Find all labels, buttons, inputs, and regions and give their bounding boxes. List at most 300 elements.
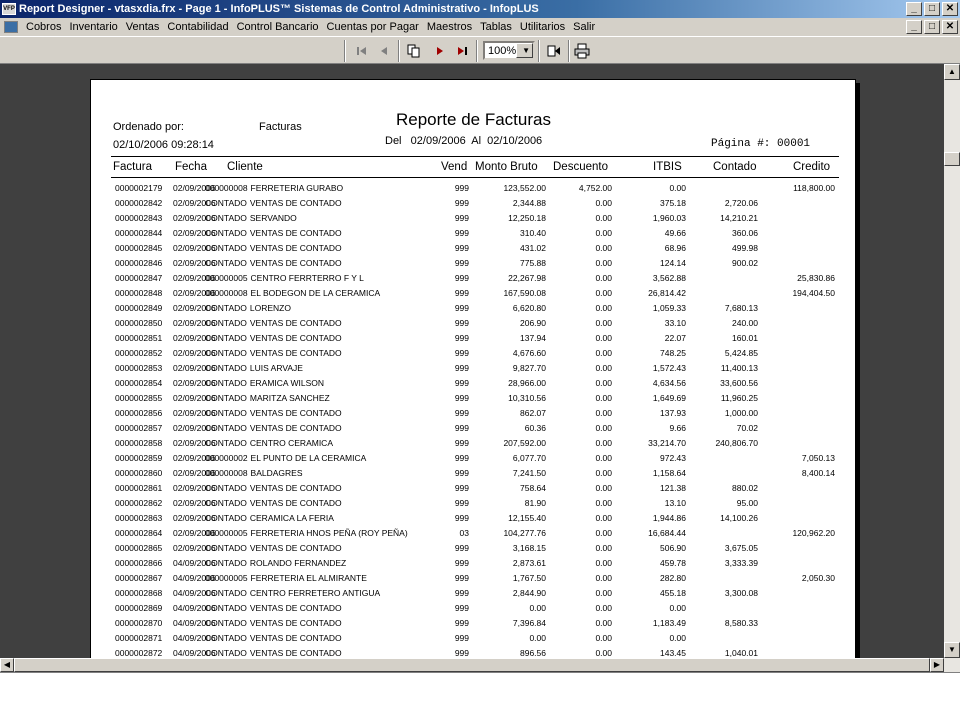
contado-cell: 160.01 — [732, 333, 758, 343]
fecha-cell: 02/09/2006 — [173, 318, 216, 328]
monto-bruto-cell: 206.90 — [520, 318, 546, 328]
menu-cuentas-por-pagar[interactable]: Cuentas por Pagar — [326, 21, 419, 33]
table-row — [91, 513, 857, 528]
itbis-cell: 282.80 — [660, 573, 686, 583]
table-row — [91, 348, 857, 363]
monto-bruto-cell: 7,241.50 — [512, 468, 546, 478]
zoom-select[interactable] — [483, 41, 535, 60]
itbis-cell: 68.96 — [664, 243, 686, 253]
fecha-cell: 02/09/2006 — [173, 258, 216, 268]
vend-cell: 999 — [454, 558, 469, 568]
cliente-name: VENTAS DE CONTADO — [249, 258, 342, 268]
itbis-cell: 22.07 — [664, 333, 686, 343]
cliente-name: VENTAS DE CONTADO — [249, 543, 342, 553]
monto-bruto-cell: 6,620.80 — [512, 303, 546, 313]
itbis-cell: 1,944.86 — [652, 513, 686, 523]
report-timestamp: 02/10/2006 09:28:14 — [113, 139, 214, 151]
monto-bruto-cell: 137.94 — [520, 333, 546, 343]
cliente-cell — [205, 408, 441, 418]
cliente-name: VENTAS DE CONTADO — [249, 333, 342, 343]
title-bar — [0, 0, 960, 18]
fecha-cell: 02/09/2006 — [173, 423, 216, 433]
col-credito: Credito — [793, 161, 831, 173]
status-area — [0, 672, 960, 720]
vend-cell: 999 — [454, 393, 469, 403]
contado-cell: 499.98 — [732, 243, 758, 253]
col-itbis: ITBIS — [653, 161, 682, 173]
vend-cell: 999 — [454, 573, 469, 583]
table-row — [91, 378, 857, 393]
factura-cell: 0000002870 — [115, 618, 163, 628]
vend-cell: 999 — [454, 183, 469, 193]
menu-tablas[interactable]: Tablas — [480, 21, 512, 33]
contado-cell: 14,210.21 — [720, 213, 758, 223]
minimize-button[interactable]: _ — [906, 2, 922, 16]
credito-cell: 2,050.30 — [801, 573, 835, 583]
previous-page-icon[interactable] — [374, 41, 394, 61]
cliente-cell — [205, 603, 441, 613]
descuento-cell: 0.00 — [595, 498, 612, 508]
print-icon[interactable] — [572, 41, 592, 61]
itbis-cell: 143.45 — [660, 648, 686, 658]
mdi-close-button[interactable]: ✕ — [942, 20, 958, 34]
table-row — [91, 423, 857, 438]
vertical-scrollbar[interactable] — [944, 64, 960, 658]
vend-cell: 999 — [454, 618, 469, 628]
page-number: Página #: 00001 — [711, 138, 811, 150]
menu-maestros[interactable]: Maestros — [426, 21, 473, 33]
cliente-name: VENTAS DE CONTADO — [249, 483, 342, 493]
vend-cell: 999 — [454, 378, 469, 388]
contado-cell: 3,300.08 — [724, 588, 758, 598]
contado-cell: 1,040.01 — [724, 648, 758, 658]
itbis-cell: 0.00 — [669, 633, 686, 643]
itbis-cell: 26,814.42 — [648, 288, 686, 298]
itbis-cell: 13.10 — [664, 498, 686, 508]
factura-cell: 0000002847 — [115, 273, 163, 283]
scroll-down-button[interactable]: ▼ — [944, 642, 960, 658]
cliente-cell — [205, 183, 441, 193]
vend-cell: 999 — [454, 468, 469, 478]
monto-bruto-cell: 7,396.84 — [512, 618, 546, 628]
factura-cell: 0000002842 — [115, 198, 163, 208]
descuento-cell: 0.00 — [595, 543, 612, 553]
descuento-cell: 0.00 — [595, 243, 612, 253]
cliente-cell — [205, 198, 441, 208]
monto-bruto-cell: 896.56 — [520, 648, 546, 658]
cliente-name: FERRETERIA GURABO — [250, 183, 344, 193]
monto-bruto-cell: 862.07 — [520, 408, 546, 418]
descuento-cell: 0.00 — [595, 273, 612, 283]
monto-bruto-cell: 22,267.98 — [508, 273, 546, 283]
credito-cell: 7,050.13 — [801, 453, 835, 463]
cliente-cell — [205, 423, 441, 433]
cliente-cell — [205, 633, 441, 643]
factura-cell: 0000002869 — [115, 603, 163, 613]
vend-cell: 999 — [454, 288, 469, 298]
fecha-cell: 02/09/2006 — [173, 213, 216, 223]
factura-cell: 0000002844 — [115, 228, 163, 238]
cliente-cell — [205, 243, 441, 253]
cliente-name: SERVANDO — [249, 213, 297, 223]
descuento-cell: 0.00 — [595, 513, 612, 523]
cliente-name: VENTAS DE CONTADO — [249, 648, 342, 658]
menu-inventario[interactable]: Inventario — [69, 21, 118, 33]
monto-bruto-cell: 81.90 — [524, 498, 546, 508]
cliente-cell — [205, 588, 441, 598]
cliente-name: VENTAS DE CONTADO — [249, 603, 342, 613]
table-row — [91, 303, 857, 318]
fecha-cell: 02/09/2006 — [173, 498, 216, 508]
cliente-code: 000000008 — [205, 183, 248, 193]
contado-cell: 880.02 — [732, 483, 758, 493]
date-range: Del 02/09/2006 Al 02/10/2006 — [385, 135, 543, 147]
monto-bruto-cell: 310.40 — [520, 228, 546, 238]
itbis-cell: 49.66 — [664, 228, 686, 238]
table-row — [91, 228, 857, 243]
cliente-cell — [205, 543, 441, 553]
next-page-icon[interactable] — [430, 41, 450, 61]
descuento-cell: 0.00 — [595, 213, 612, 223]
cliente-name: CENTRO FERRETERO ANTIGUA — [249, 588, 381, 598]
credito-cell: 194,404.50 — [792, 288, 835, 298]
cliente-code: CONTADO — [205, 603, 247, 613]
cliente-code: CONTADO — [205, 363, 247, 373]
descuento-cell: 0.00 — [595, 348, 612, 358]
cliente-cell — [205, 513, 441, 523]
descuento-cell: 0.00 — [595, 453, 612, 463]
cliente-code: CONTADO — [205, 213, 247, 223]
preview-toolbar — [0, 36, 960, 64]
descuento-cell: 0.00 — [595, 258, 612, 268]
cliente-code: 000000005 — [205, 528, 248, 538]
itbis-cell: 9.66 — [669, 423, 686, 433]
descuento-cell: 0.00 — [595, 288, 612, 298]
monto-bruto-cell: 10,310.56 — [508, 393, 546, 403]
menu-ventas[interactable]: Ventas — [125, 21, 160, 33]
cliente-name: MARITZA SANCHEZ — [249, 393, 330, 403]
factura-cell: 0000002852 — [115, 348, 163, 358]
close-button[interactable]: ✕ — [942, 2, 958, 16]
vertical-scroll-thumb[interactable] — [944, 152, 960, 166]
cliente-name: ROLANDO FERNANDEZ — [249, 558, 347, 568]
itbis-cell: 121.38 — [660, 483, 686, 493]
cliente-code: CONTADO — [205, 378, 247, 388]
fecha-cell: 02/09/2006 — [173, 243, 216, 253]
cliente-name: LORENZO — [249, 303, 291, 313]
contado-cell: 240,806.70 — [715, 438, 758, 448]
cliente-name: EL PUNTO DE LA CERAMICA — [250, 453, 367, 463]
cliente-name: BALDAGRES — [250, 468, 303, 478]
fecha-cell: 02/09/2006 — [173, 303, 216, 313]
cliente-code: CONTADO — [205, 303, 247, 313]
mdi-minimize-button[interactable]: _ — [906, 20, 922, 34]
fecha-cell: 04/09/2006 — [173, 573, 216, 583]
horizontal-scrollbar[interactable] — [0, 658, 960, 672]
fecha-cell: 04/09/2006 — [173, 588, 216, 598]
scroll-up-button[interactable]: ▲ — [944, 64, 960, 80]
descuento-cell: 0.00 — [595, 558, 612, 568]
cliente-cell — [205, 483, 441, 493]
monto-bruto-cell: 2,344.88 — [512, 198, 546, 208]
descuento-cell: 0.00 — [595, 318, 612, 328]
contado-cell: 240.00 — [732, 318, 758, 328]
monto-bruto-cell: 1,767.50 — [512, 573, 546, 583]
factura-cell: 0000002857 — [115, 423, 163, 433]
fecha-cell: 02/09/2006 — [173, 393, 216, 403]
table-row — [91, 408, 857, 423]
itbis-cell: 506.90 — [660, 543, 686, 553]
cliente-cell — [205, 273, 441, 283]
col-contado: Contado — [713, 161, 757, 173]
cliente-cell — [205, 468, 441, 478]
factura-cell: 0000002179 — [115, 183, 163, 193]
contado-cell: 11,960.25 — [720, 393, 758, 403]
cliente-code: CONTADO — [205, 258, 247, 268]
factura-cell: 0000002846 — [115, 258, 163, 268]
go-to-page-icon[interactable] — [404, 41, 424, 61]
itbis-cell: 0.00 — [669, 603, 686, 613]
descuento-cell: 0.00 — [595, 618, 612, 628]
monto-bruto-cell: 12,250.18 — [508, 213, 546, 223]
fecha-cell: 02/09/2006 — [173, 333, 216, 343]
vend-cell: 999 — [454, 273, 469, 283]
table-row — [91, 183, 857, 198]
itbis-cell: 33.10 — [664, 318, 686, 328]
itbis-cell: 459.78 — [660, 558, 686, 568]
col-descuento: Descuento — [553, 161, 608, 173]
scroll-left-button[interactable]: ◀ — [0, 658, 14, 672]
cliente-cell — [205, 618, 441, 628]
itbis-cell: 137.93 — [660, 408, 686, 418]
table-row — [91, 588, 857, 603]
header-rule-bottom — [111, 177, 839, 178]
table-row — [91, 243, 857, 258]
itbis-cell: 1,572.43 — [652, 363, 686, 373]
cliente-code: CONTADO — [205, 198, 247, 208]
cliente-name: VENTAS DE CONTADO — [249, 498, 342, 508]
col-vend: Vend — [441, 161, 468, 173]
monto-bruto-cell: 28,966.00 — [508, 378, 546, 388]
factura-cell: 0000002848 — [115, 288, 163, 298]
table-row — [91, 453, 857, 468]
chevron-down-icon[interactable]: ▼ — [516, 43, 533, 58]
last-page-icon[interactable] — [452, 41, 472, 61]
mdi-window-icon[interactable] — [4, 21, 18, 33]
monto-bruto-cell: 12,155.40 — [508, 513, 546, 523]
fecha-cell: 02/09/2006 — [173, 513, 216, 523]
close-preview-icon[interactable] — [544, 41, 564, 61]
contado-cell: 95.00 — [736, 498, 758, 508]
table-row — [91, 213, 857, 228]
monto-bruto-cell: 6,077.70 — [512, 453, 546, 463]
cliente-name: VENTAS DE CONTADO — [249, 618, 342, 628]
ordered-by-value: Facturas — [259, 121, 302, 133]
first-page-icon[interactable] — [352, 41, 372, 61]
cliente-cell — [205, 393, 441, 403]
descuento-cell: 0.00 — [595, 408, 612, 418]
vend-cell: 999 — [454, 303, 469, 313]
vend-cell: 999 — [454, 363, 469, 373]
factura-cell: 0000002859 — [115, 453, 163, 463]
vend-cell: 999 — [454, 213, 469, 223]
descuento-cell: 0.00 — [595, 528, 612, 538]
menu-control-bancario[interactable]: Control Bancario — [236, 21, 319, 33]
cliente-cell — [205, 558, 441, 568]
cliente-name: VENTAS DE CONTADO — [249, 198, 342, 208]
menu-salir[interactable]: Salir — [573, 21, 596, 33]
descuento-cell: 0.00 — [595, 198, 612, 208]
fecha-cell: 02/09/2006 — [173, 528, 216, 538]
itbis-cell: 33,214.70 — [648, 438, 686, 448]
table-row — [91, 468, 857, 483]
descuento-cell: 0.00 — [595, 588, 612, 598]
vend-cell: 999 — [454, 543, 469, 553]
table-row — [91, 558, 857, 573]
vend-cell: 999 — [454, 513, 469, 523]
table-row — [91, 258, 857, 273]
monto-bruto-cell: 123,552.00 — [503, 183, 546, 193]
cliente-cell — [205, 498, 441, 508]
cliente-code: CONTADO — [205, 483, 247, 493]
itbis-cell: 1,649.69 — [652, 393, 686, 403]
window-title: Report Designer - vtasxdia.frx - Page 1 - InfoPLUS™ Sistemas de Control Administrativo - InfopLUS — [19, 3, 539, 15]
factura-cell: 0000002853 — [115, 363, 163, 373]
fecha-cell: 02/09/2006 — [173, 453, 216, 463]
cliente-name: CENTRO CERAMICA — [249, 438, 333, 448]
factura-cell: 0000002855 — [115, 393, 163, 403]
descuento-cell: 0.00 — [595, 228, 612, 238]
vend-cell: 999 — [454, 423, 469, 433]
cliente-code: 000000008 — [205, 288, 248, 298]
toolbar-separator — [476, 40, 478, 62]
vend-cell: 999 — [454, 408, 469, 418]
cliente-code: CONTADO — [205, 228, 247, 238]
table-row — [91, 393, 857, 408]
report-title: Reporte de Facturas — [396, 110, 551, 129]
vend-cell: 999 — [454, 453, 469, 463]
cliente-code: CONTADO — [205, 498, 247, 508]
contado-cell: 2,720.06 — [724, 198, 758, 208]
vend-cell: 999 — [454, 438, 469, 448]
descuento-cell: 0.00 — [595, 438, 612, 448]
mdi-restore-button[interactable]: □ — [924, 20, 940, 34]
factura-cell: 0000002866 — [115, 558, 163, 568]
menu-cobros[interactable]: Cobros — [26, 21, 62, 33]
table-row — [91, 288, 857, 303]
factura-cell: 0000002871 — [115, 633, 163, 643]
cliente-code: CONTADO — [205, 333, 247, 343]
vend-cell: 999 — [454, 228, 469, 238]
maximize-button[interactable]: □ — [924, 2, 940, 16]
itbis-cell: 124.14 — [660, 258, 686, 268]
cliente-code: CONTADO — [205, 393, 247, 403]
fecha-cell: 04/09/2006 — [173, 603, 216, 613]
vend-cell: 999 — [454, 333, 469, 343]
cliente-name: VENTAS DE CONTADO — [249, 423, 342, 433]
cliente-code: CONTADO — [205, 318, 247, 328]
menu-utilitarios[interactable]: Utilitarios — [519, 21, 566, 33]
descuento-cell: 0.00 — [595, 303, 612, 313]
horizontal-scroll-thumb[interactable] — [14, 658, 930, 672]
table-row — [91, 528, 857, 543]
credito-cell: 8,400.14 — [801, 468, 835, 478]
cliente-code: CONTADO — [205, 408, 247, 418]
descuento-cell: 0.00 — [595, 648, 612, 658]
cliente-code: CONTADO — [205, 618, 247, 628]
fecha-cell: 02/09/2006 — [173, 408, 216, 418]
cliente-cell — [205, 648, 441, 658]
credito-cell: 25,830.86 — [797, 273, 835, 283]
cliente-code: CONTADO — [205, 648, 247, 658]
cliente-cell — [205, 438, 441, 448]
zoom-value: 100% — [488, 44, 517, 57]
contado-cell: 33,600.56 — [720, 378, 758, 388]
factura-cell: 0000002868 — [115, 588, 163, 598]
toolbar-separator — [568, 40, 570, 62]
factura-cell: 0000002854 — [115, 378, 163, 388]
fecha-cell: 02/09/2006 — [173, 273, 216, 283]
cliente-name: LUIS ARVAJE — [249, 363, 303, 373]
table-row — [91, 498, 857, 513]
fecha-cell: 04/09/2006 — [173, 618, 216, 628]
factura-cell: 0000002864 — [115, 528, 163, 538]
monto-bruto-cell: 104,277.76 — [503, 528, 546, 538]
contado-cell: 14,100.26 — [720, 513, 758, 523]
contado-cell: 3,333.39 — [724, 558, 758, 568]
cliente-code: 000000005 — [205, 573, 248, 583]
cliente-code: 000000002 — [205, 453, 248, 463]
cliente-cell — [205, 528, 441, 538]
table-row — [91, 633, 857, 648]
itbis-cell: 748.25 — [660, 348, 686, 358]
contado-cell: 1,000.00 — [724, 408, 758, 418]
table-row — [91, 198, 857, 213]
monto-bruto-cell: 758.64 — [520, 483, 546, 493]
cliente-name: CENTRO FERRTERRO F Y L — [250, 273, 364, 283]
contado-cell: 7,680.13 — [724, 303, 758, 313]
descuento-cell: 0.00 — [595, 483, 612, 493]
table-row — [91, 438, 857, 453]
itbis-cell: 4,634.56 — [652, 378, 686, 388]
vend-cell: 999 — [454, 588, 469, 598]
cliente-name: FERRETERIA HNOS PEÑA (ROY PEÑA) — [250, 528, 408, 538]
scroll-right-button[interactable]: ▶ — [930, 658, 944, 672]
descuento-cell: 4,752.00 — [578, 183, 612, 193]
cliente-name: VENTAS DE CONTADO — [249, 408, 342, 418]
factura-cell: 0000002858 — [115, 438, 163, 448]
fecha-cell: 02/09/2006 — [173, 198, 216, 208]
monto-bruto-cell: 2,873.61 — [512, 558, 546, 568]
table-row — [91, 273, 857, 288]
cliente-code: CONTADO — [205, 633, 247, 643]
cliente-code: 000000005 — [205, 273, 248, 283]
itbis-cell: 1,183.49 — [652, 618, 686, 628]
factura-cell: 0000002872 — [115, 648, 163, 658]
cliente-cell — [205, 288, 441, 298]
contado-cell: 70.02 — [736, 423, 758, 433]
col-monto-bruto: Monto Bruto — [475, 161, 538, 173]
monto-bruto-cell: 2,844.90 — [512, 588, 546, 598]
menu-contabilidad[interactable]: Contabilidad — [167, 21, 229, 33]
vend-cell: 03 — [459, 528, 469, 538]
monto-bruto-cell: 431.02 — [520, 243, 546, 253]
contado-cell: 5,424.85 — [724, 348, 758, 358]
cliente-code: CONTADO — [205, 243, 247, 253]
col-factura: Factura — [113, 161, 152, 173]
ordered-by-label: Ordenado por: — [113, 121, 184, 133]
fecha-cell: 02/09/2006 — [173, 228, 216, 238]
